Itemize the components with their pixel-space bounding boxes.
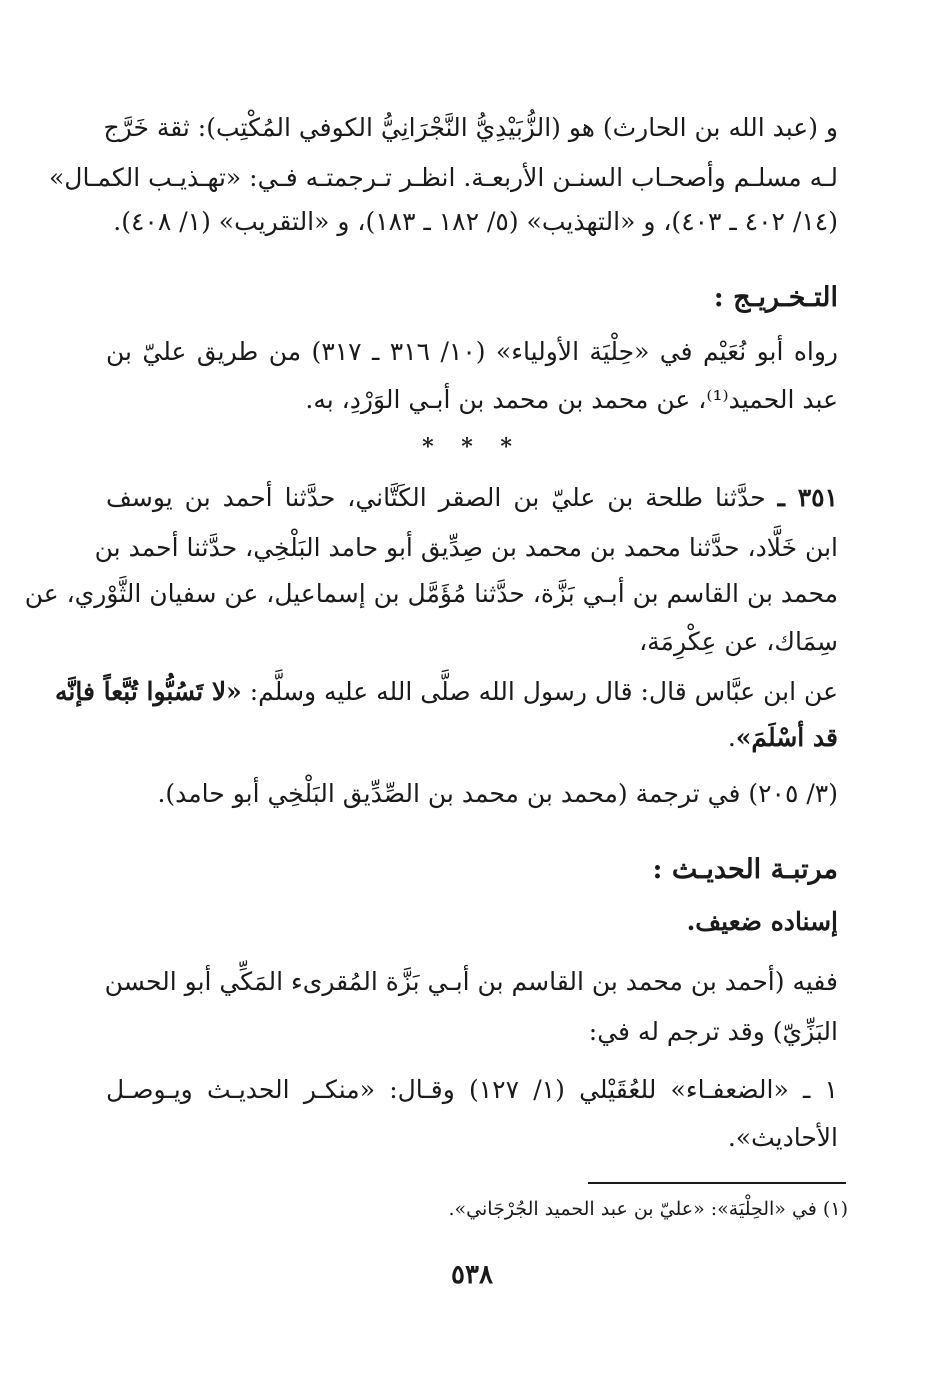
hadith-number: ٣٥١ ـ [777, 483, 838, 512]
hadith-matn-part-2: قد أسْلَمَ» [735, 723, 838, 752]
takhrij-heading: التـخـريـج : [713, 282, 838, 313]
hadith-line-5 [55, 672, 838, 712]
hadith-line-5-lead: عن ابن عبَّاس قال: قال رسول الله صلَّى الله عليه وسلَّم: [241, 677, 838, 706]
rank-line-2: البَزِّيّ) وقد ترجم له في: [588, 1017, 838, 1046]
rank-line-1: ففيه (أحمد بن محمد بن القاسم بن أبـي بَزَّة المُقرىء المَكِّي أبو الحسن [104, 967, 838, 996]
section-separator: * * * [422, 434, 522, 460]
rank-verdict: إسناده ضعيف. [686, 907, 838, 936]
footnote-1: (١) في «الحِلْيَة»: «عليّ بن عبد الحميد الجُرْجَاني». [448, 1198, 848, 1220]
takhrij-line-1: رواه أبو نُعَيْم في «حِلْيَة الأولياء» (١٠/ ٣١٦ ـ ٣١٧) من طريق عليّ بن [106, 337, 839, 366]
footnote-divider [588, 1182, 846, 1184]
hadith-reference: (٣/ ٢٠٥) في ترجمة (محمد بن محمد بن الصِّدِّيق البَلْخِي أبو حامد). [157, 779, 838, 808]
takhrij-line-2: عبد الحميد⁽¹⁾، عن محمد بن محمد بن أبـي الوَرْدِ، به. [305, 385, 838, 414]
hadith-line-3: محمد بن القاسم بن أبـي بَزَّة، حدَّثنا مُؤَمَّل بن إسماعيل، عن سفيان الثَّوْري، عن [24, 579, 838, 608]
hadith-line-6 [106, 718, 838, 758]
page-number: ٥٣٨ [451, 1260, 493, 1290]
rank-item-1-line-1: ١ ـ «الضعفـاء» للعُقَيْلي (١/ ١٢٧) وقـال: «منكـر الحديـث ويـوصـل [106, 1075, 838, 1104]
hadith-line-1 [106, 478, 838, 518]
hadith-line-6-end: . [727, 723, 736, 752]
hadith-line-2: ابن خَلَّاد، حدَّثنا محمد بن محمد بن صِدِّيق أبو حامد البَلْخِي، حدَّثنا أحمد بن [94, 533, 838, 562]
hadith-line-4: سِمَاك، عن عِكْرِمَة، [639, 627, 838, 656]
paragraph-1-line-2: لـه مسلـم وأصحـاب السنـن الأربعـة. انظـر تـرجمتـه فـي: «تهـذيـب الكمـال» [49, 163, 838, 192]
paragraph-1-line-1: و (عبد الله بن الحارث) هو (الزُّبَيْدِيُّ النَّجْرَانِيُّ الكوفي المُكْتِب): ثقة خَرَّج [103, 113, 838, 142]
paragraph-1-line-3: (١٤/ ٤٠٢ ـ ٤٠٣)، و «التهذيب» (٥/ ١٨٢ ـ ١٨٣)، و «التقريب» (١/ ٤٠٨). [113, 207, 838, 236]
hadith-line-1-text: حدَّثنا طلحة بن عليّ بن الصقر الكَتَّاني، حدَّثنا أحمد بن يوسف [106, 483, 766, 512]
rank-heading: مرتبـة الحديـث : [652, 854, 838, 885]
rank-item-1-line-2: الأحاديث». [727, 1123, 838, 1152]
hadith-matn-part-1: «لا تَسُبُّوا تُبَّعاً فإنَّه [55, 677, 242, 706]
